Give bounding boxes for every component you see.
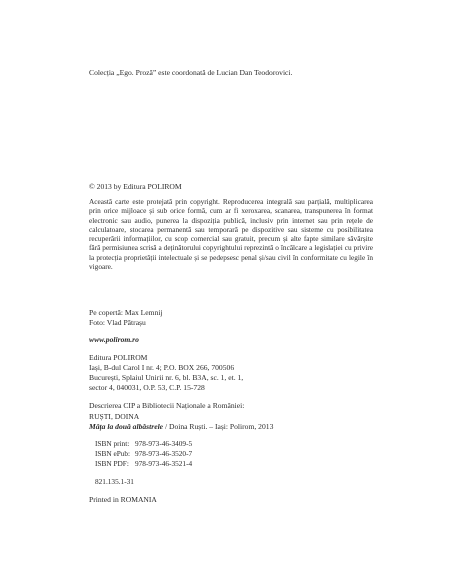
printed-in: Printed in ROMANIA	[89, 495, 157, 504]
cip-publication-info: / Doina Ruști. – Iași: Polirom, 2013	[163, 422, 274, 431]
cip-heading: Descrierea CIP a Bibliotecii Naționale a României:	[89, 401, 245, 410]
publisher-address-3: sector 4, 040031, O.P. 53, C.P. 15-728	[89, 383, 205, 392]
cip-book-title: Mâța la două albăstrele	[89, 422, 164, 431]
collection-note: Colecția „Ego. Proză” este coordonată de Lucian Dan Teodorovici.	[89, 68, 293, 77]
isbn-print	[95, 439, 192, 449]
publisher-address-1: Iași, B-dul Carol I nr. 4; P.O. BOX 266, 700506	[89, 363, 235, 372]
isbn-label: ISBN ePub:	[95, 449, 131, 458]
cip-author: RUȘTI, DOINA	[89, 412, 140, 421]
photo-credit: Foto: Vlad Pătrașu	[89, 318, 146, 327]
cip-entry	[89, 422, 273, 432]
cover-credit: Pe copertă: Max Lemnij	[89, 308, 163, 317]
copyright-notice: Această carte este protejată prin copyright. Reproducerea integrală sau parțială, multiplicarea prin orice mijloace și sub orice formă, cum ar fi xeroxarea, scanarea, transpunerea în format electronic sau audio, punerea la dispoziția publică, inclusiv prin internet sau prin rețele de calculatoare, stocarea permanentă sau temporară pe dispozitive sau sisteme cu posibilitatea recuperării informațiilor, cu scop comercial sau gratuit, precum și alte fapte similare săvârșite fără permisiunea scrisă a deținătorului copyrightului reprezintă o încălcare a legislației cu privire la protecția proprietății intelectuale și se pedepsesc penal și/sau civil în conformitate cu legile în vigoare.	[89, 197, 373, 272]
isbn-value: 978-973-46-3521-4	[135, 459, 193, 468]
isbn-label: ISBN PDF:	[95, 459, 129, 468]
isbn-value: 978-973-46-3520-7	[135, 449, 193, 458]
classification-code: 821.135.1-31	[95, 477, 134, 486]
isbn-value: 978-973-46-3409-5	[135, 439, 193, 448]
isbn-label: ISBN print:	[95, 439, 130, 448]
publisher-name: Editura POLIROM	[89, 353, 148, 362]
publisher-address-2: București, Splaiul Unirii nr. 6, bl. B3A, sc. 1, et. 1,	[89, 373, 244, 382]
copyright-line: © 2013 by Editura POLIROM	[89, 182, 182, 191]
website-link[interactable]: www.polirom.ro	[89, 335, 139, 344]
isbn-pdf	[95, 459, 192, 469]
isbn-epub	[95, 449, 192, 459]
